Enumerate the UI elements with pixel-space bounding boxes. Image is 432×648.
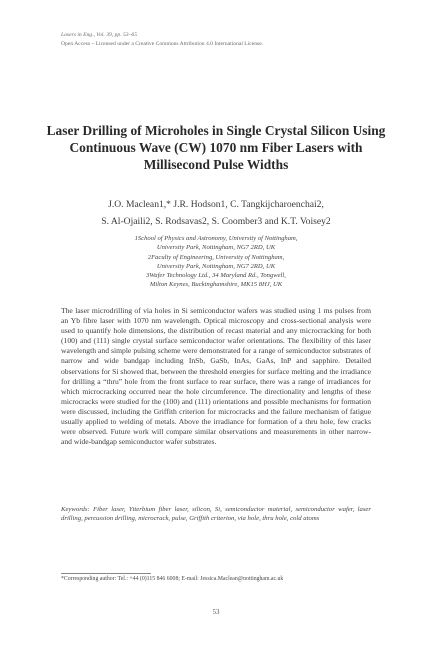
affiliation-line: 2Faculty of Engineering, University of Nottingham,	[147, 253, 285, 261]
affiliation-line: University Park, Nottingham, NG7 2RD, UK	[156, 244, 276, 252]
footnote-divider	[61, 573, 151, 574]
author-line-2: S. Al-Ojaili2, S. Rodsavas2, S. Coomber3 and K.T. Voisey2	[101, 216, 331, 227]
affiliation-line: Milton Keynes, Buckinghamshire, MK15 8HJ, UK	[149, 281, 283, 289]
author-line-1: J.O. Maclean1,* J.R. Hodson1, C. Tangkijcharoenchai2,	[108, 199, 324, 210]
keywords: Keywords: Fiber laser, Ytterbium fiber laser, silicon, Si, semiconductor material, semiconductor wafer, laser drilling, percussion drilling, microcrack, pulse, Griffith criterion, via hole, thru hole, cold atoms	[61, 506, 371, 523]
abstract: The laser microdrilling of via holes in Si semiconductor wafers was studied using 1 ms pulses from an Yb fibre laser with 1070 nm wavelength. Optical microscopy and cross-sectional analysis were used to quantify hole dimensions, the distribution of recast material and any microcracking for both (100) and (111) single crystal surface semiconductor wafer orientations. The flexibility of this laser wavelength and simple pulsing scheme were demonstrated for a range of semiconductor substrates of narrow and wide bandgap including InSb, GaSb, InAs, GaAs, InP and sapphire. Detailed observations for Si showed that, between the threshold energies for surface melting and the irradiance for drilling a “thru” hole from the front surface to rear surface, there was a range of irradiances for which microcracking occurred near the hole circumference. The directionality and lengths of these microcracks were studied for the (100) and (111) orientations and possible mechanisms for formation were discussed, including the Griffith criterion for microcracks and the failure mechanism of fatigue usually applied to welding of metals. Above the irradiance for formation of a thru hole, few cracks were observed. Future work will compare similar observations and measurements in other narrow- and wide-bandgap semiconductor wafer substrates.	[61, 306, 371, 447]
paper-title: Laser Drilling of Microholes in Single Crystal Silicon Using Continuous Wave (CW) 1070 nm Fiber Lasers with Millisecond Pulse Widths	[46, 123, 386, 172]
page-number: 53	[212, 608, 220, 616]
affiliation-line: 3Wafer Technology Ltd., 34 Maryland Rd., Tongwell,	[146, 272, 286, 280]
license-notice: Open Access – Licensed under a Creative Commons Attribution 4.0 International License.	[61, 41, 264, 47]
affiliation-line: 1School of Physics and Astronomy, University of Nottingham,	[134, 235, 298, 242]
journal-citation: Lasers in Eng., Vol. 39, pp. 53–65	[61, 32, 137, 38]
affiliation-line: University Park, Nottingham, NG7 2RD, UK	[156, 262, 276, 270]
affiliations	[110, 234, 322, 290]
corresponding-author-footnote: *Corresponding author: Tel.: +44 (0)115 846 6008; E-mail: Jessica.Maclean@nottingham.ac.uk	[61, 576, 284, 582]
author-list	[40, 196, 392, 230]
